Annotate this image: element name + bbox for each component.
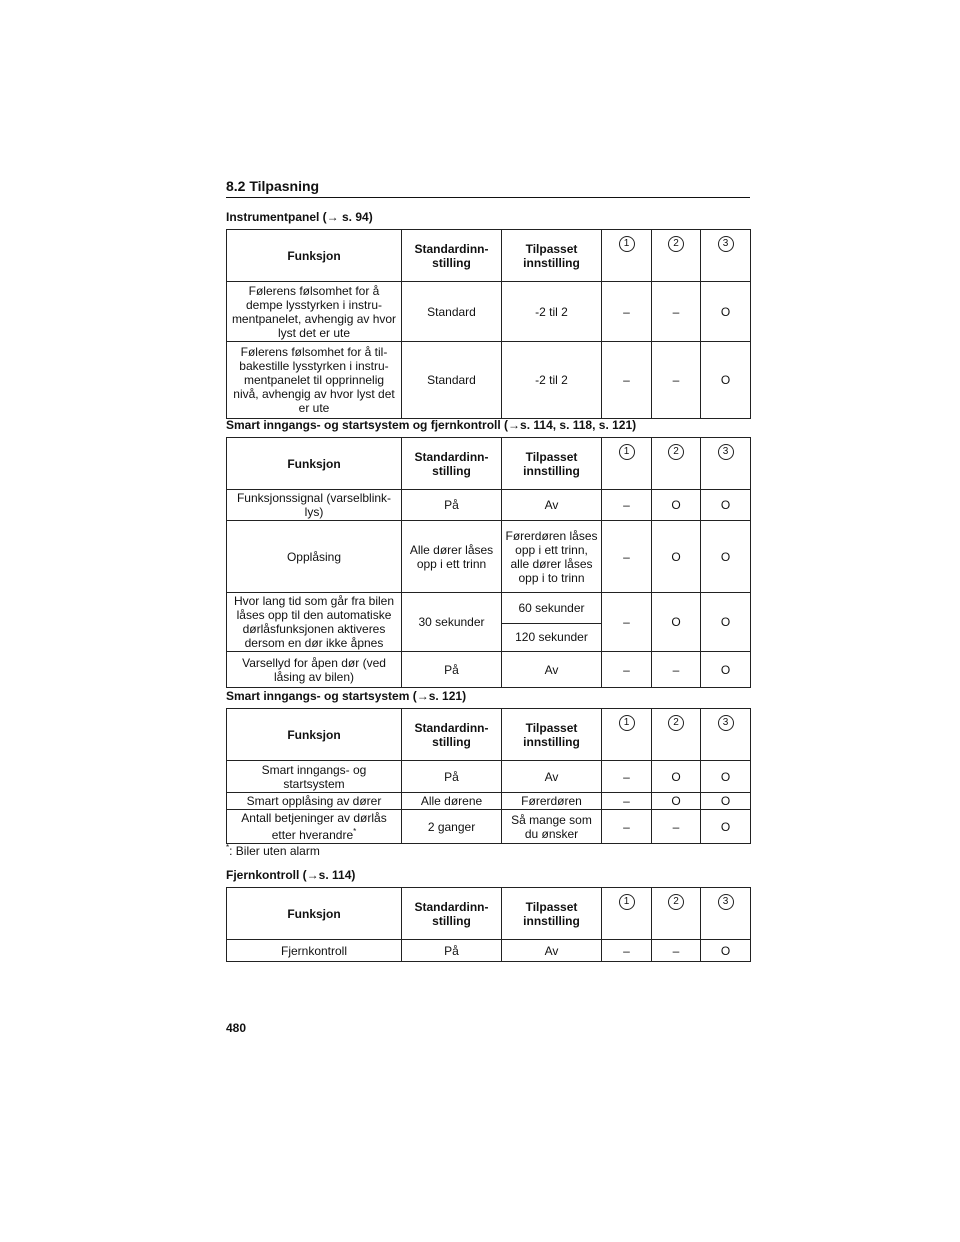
cell-tilpasset: -2 til 2 — [502, 342, 602, 419]
smart-table — [226, 708, 751, 844]
header-tilpasset: Tilpasset innstilling — [502, 709, 602, 761]
table-row — [227, 793, 751, 810]
cell-tilpasset: Førerdøren låses opp i ett trinn, alle dører låses opp i to trinn — [502, 521, 602, 593]
header-col1 — [602, 888, 652, 940]
cell-c1: – — [602, 761, 652, 793]
instrumentpanel-table — [226, 229, 751, 419]
cell-standard: Standard — [402, 342, 502, 419]
circled-2-icon: 2 — [668, 715, 684, 731]
table-header-row — [227, 888, 751, 940]
cell-tilpasset-a: 60 sekunder — [502, 593, 602, 624]
fjern-table — [226, 887, 751, 962]
footnote-mark: * — [226, 843, 230, 852]
cell-funksjon: Smart opplåsing av dører — [227, 793, 402, 810]
table-row — [227, 940, 751, 962]
cell-c1: – — [602, 652, 652, 688]
header-col3 — [701, 438, 751, 490]
fjern-title: Fjernkontroll (→s. 114) — [226, 868, 356, 882]
cell-c1: – — [602, 282, 652, 342]
cell-tilpasset-b: 120 sekunder — [502, 623, 602, 651]
table-row — [227, 810, 751, 844]
cell-c1: – — [602, 342, 652, 419]
header-col2 — [652, 230, 701, 282]
cell-standard: På — [402, 490, 502, 521]
header-col3 — [701, 888, 751, 940]
header-funksjon: Funksjon — [227, 230, 402, 282]
header-col3 — [701, 230, 751, 282]
table-header-row — [227, 709, 751, 761]
cell-funksjon — [227, 810, 402, 844]
cell-c1: – — [602, 490, 652, 521]
header-col3 — [701, 709, 751, 761]
cell-tilpasset: Av — [502, 761, 602, 793]
table-row — [227, 282, 751, 342]
cell-c3: O — [701, 342, 751, 419]
circled-2-icon: 2 — [668, 444, 684, 460]
cell-c3: O — [701, 810, 751, 844]
cell-tilpasset: Av — [502, 652, 602, 688]
circled-3-icon: 3 — [718, 444, 734, 460]
cell-tilpasset: Av — [502, 940, 602, 962]
header-standard: Standardinn-stilling — [402, 888, 502, 940]
circled-3-icon: 3 — [718, 715, 734, 731]
cell-funksjon-text: Antall betjeninger av dørlås etter hverandre — [241, 811, 387, 842]
circled-3-icon: 3 — [718, 894, 734, 910]
cell-tilpasset: Av — [502, 490, 602, 521]
instrumentpanel-title: Instrumentpanel (→ s. 94) — [226, 210, 373, 224]
header-col1 — [602, 438, 652, 490]
cell-c2: O — [652, 793, 701, 810]
cell-standard: 30 sekunder — [402, 593, 502, 652]
header-col1 — [602, 709, 652, 761]
cell-c1: – — [602, 810, 652, 844]
header-tilpasset: Tilpasset innstilling — [502, 230, 602, 282]
header-standard: Standardinn-stilling — [402, 709, 502, 761]
cell-c2: – — [652, 282, 701, 342]
footnote-text: : Biler uten alarm — [229, 844, 320, 858]
table-header-row — [227, 230, 751, 282]
cell-c2: – — [652, 810, 701, 844]
section-title: 8.2 Tilpasning — [226, 178, 750, 198]
header-funksjon: Funksjon — [227, 888, 402, 940]
circled-1-icon: 1 — [619, 894, 635, 910]
table-row — [227, 521, 751, 593]
header-col1 — [602, 230, 652, 282]
circled-2-icon: 2 — [668, 236, 684, 252]
cell-c3: O — [701, 761, 751, 793]
cell-standard: På — [402, 761, 502, 793]
cell-tilpasset: Førerdøren — [502, 793, 602, 810]
cell-tilpasset: -2 til 2 — [502, 282, 602, 342]
header-tilpasset: Tilpasset innstilling — [502, 888, 602, 940]
cell-funksjon: Smart inngangs- og startsystem — [227, 761, 402, 793]
cell-funksjon: Følerens følsomhet for å til-bakestille lysstyrken i instru-mentpanelet til opprinnelig nivå, avhengig av hvor lyst det er ute — [227, 342, 402, 419]
cell-standard: 2 ganger — [402, 810, 502, 844]
circled-1-icon: 1 — [619, 715, 635, 731]
cell-c2: O — [652, 593, 701, 652]
cell-tilpasset: Så mange som du ønsker — [502, 810, 602, 844]
cell-c3: O — [701, 793, 751, 810]
header-tilpasset: Tilpasset innstilling — [502, 438, 602, 490]
cell-c2: O — [652, 490, 701, 521]
cell-c3: O — [701, 940, 751, 962]
cell-funksjon: Hvor lang tid som går fra bilen låses opp til den automatiske dørlåsfunksjonen aktiveres dersom en dør ikke åpnes — [227, 593, 402, 652]
circled-3-icon: 3 — [718, 236, 734, 252]
circled-1-icon: 1 — [619, 236, 635, 252]
cell-standard: Standard — [402, 282, 502, 342]
cell-funksjon: Funksjonssignal (varselblink-lys) — [227, 490, 402, 521]
cell-c3: O — [701, 282, 751, 342]
circled-1-icon: 1 — [619, 444, 635, 460]
cell-funksjon: Fjernkontroll — [227, 940, 402, 962]
table-row — [227, 652, 751, 688]
footnote — [226, 843, 320, 858]
header-col2 — [652, 888, 701, 940]
cell-c3: O — [701, 593, 751, 652]
cell-c3: O — [701, 652, 751, 688]
header-funksjon: Funksjon — [227, 438, 402, 490]
smart-fjern-title: Smart inngangs- og startsystem og fjernkontroll (→s. 114, s. 118, s. 121) — [226, 418, 637, 432]
table-header-row — [227, 438, 751, 490]
table-row — [227, 593, 751, 624]
table-row — [227, 761, 751, 793]
cell-standard: På — [402, 940, 502, 962]
cell-funksjon: Varsellyd for åpen dør (ved låsing av bilen) — [227, 652, 402, 688]
page-number: 480 — [226, 1021, 247, 1035]
cell-c2: – — [652, 342, 701, 419]
circled-2-icon: 2 — [668, 894, 684, 910]
cell-standard: På — [402, 652, 502, 688]
cell-c1: – — [602, 940, 652, 962]
header-standard: Standardinn-stilling — [402, 230, 502, 282]
header-col2 — [652, 438, 701, 490]
header-standard: Standardinn-stilling — [402, 438, 502, 490]
header-funksjon: Funksjon — [227, 709, 402, 761]
cell-funksjon: Følerens følsomhet for å dempe lysstyrken i instru-mentpanelet, avhengig av hvor lyst det er ute — [227, 282, 402, 342]
cell-c1: – — [602, 793, 652, 810]
cell-funksjon: Opplåsing — [227, 521, 402, 593]
cell-c2: – — [652, 940, 701, 962]
cell-c1: – — [602, 521, 652, 593]
cell-standard: Alle dører låses opp i ett trinn — [402, 521, 502, 593]
cell-c3: O — [701, 521, 751, 593]
smart-title: Smart inngangs- og startsystem (→s. 121) — [226, 689, 467, 703]
table-row — [227, 342, 751, 419]
cell-c3: O — [701, 490, 751, 521]
cell-c2: O — [652, 761, 701, 793]
header-col2 — [652, 709, 701, 761]
smart-fjern-table — [226, 437, 751, 688]
table-row — [227, 490, 751, 521]
cell-c1: – — [602, 593, 652, 652]
cell-standard: Alle dørene — [402, 793, 502, 810]
cell-c2: – — [652, 652, 701, 688]
footnote-mark: * — [353, 827, 357, 836]
cell-c2: O — [652, 521, 701, 593]
